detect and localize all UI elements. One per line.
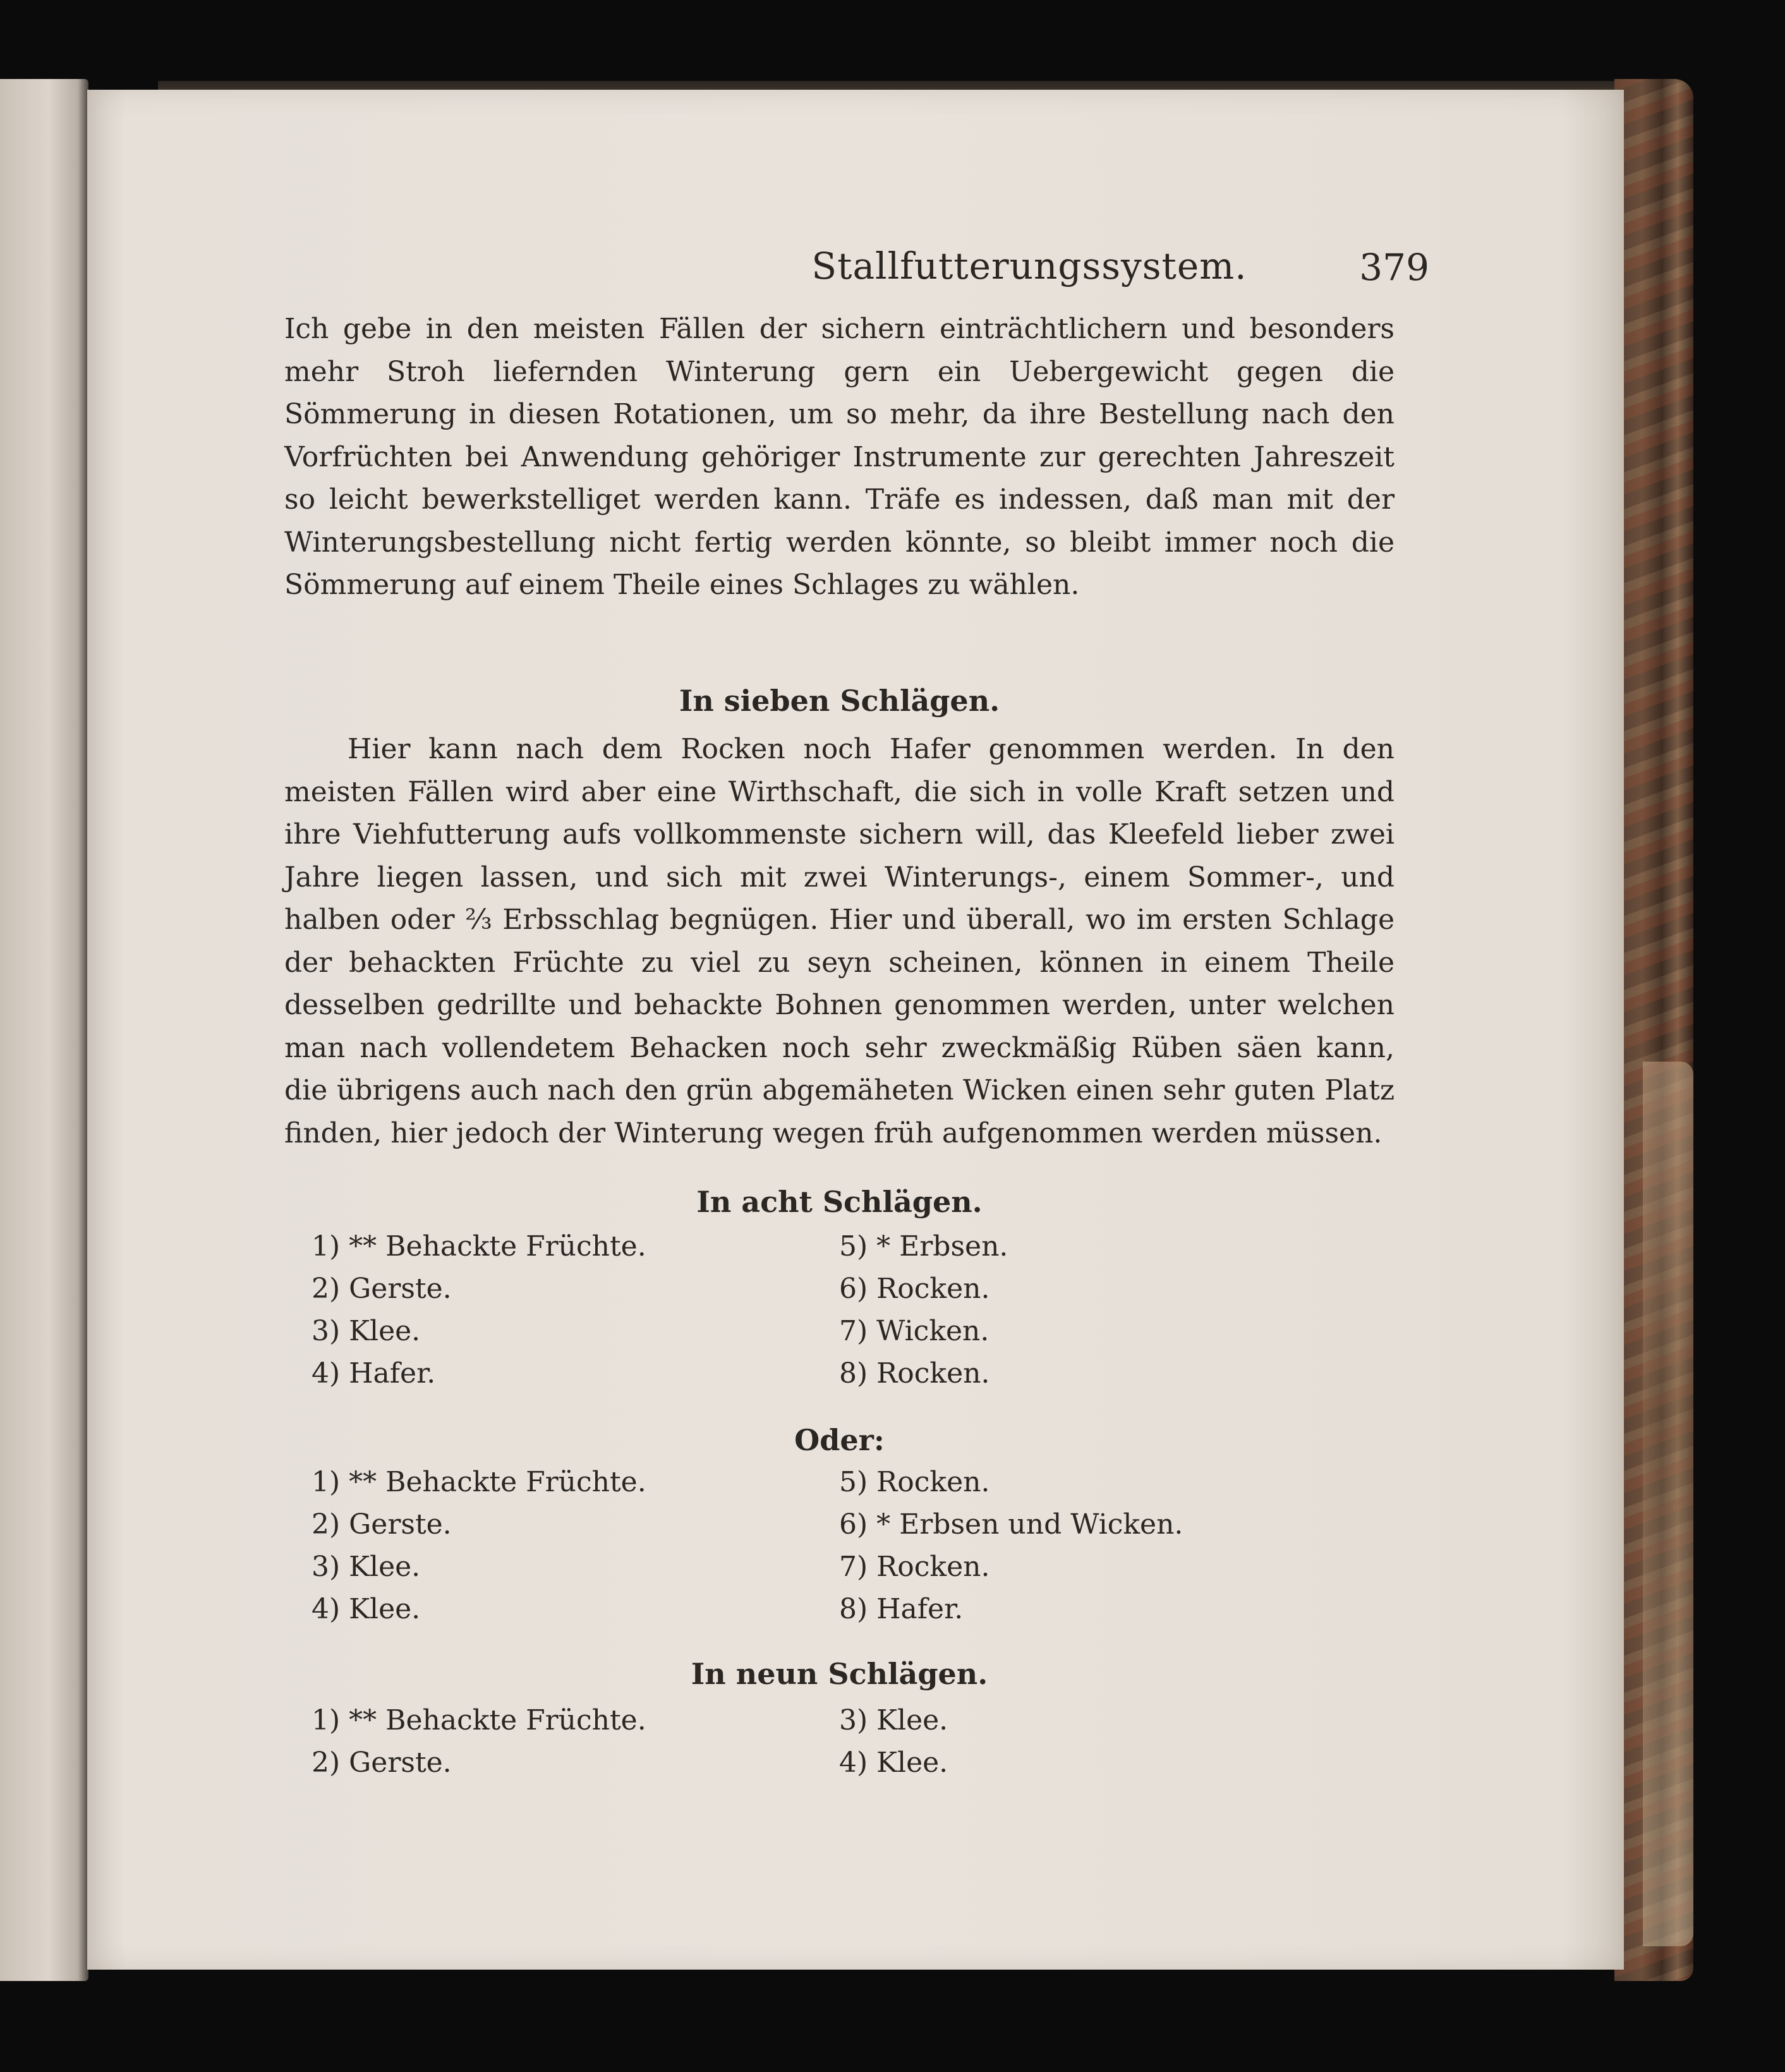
worn-spine-leather — [1643, 1062, 1693, 1946]
neun-list-left — [312, 1699, 646, 1784]
list-item: 6) Rocken. — [839, 1273, 990, 1305]
list-item: 8) Hafer. — [839, 1593, 964, 1625]
list-item: 1) ** Behackte Früchte. — [312, 1230, 646, 1263]
list-item: 5) * Erbsen. — [839, 1230, 1008, 1263]
list-item: 7) Wicken. — [839, 1315, 989, 1347]
running-head — [631, 245, 1428, 295]
list-item: 2) Gerste. — [312, 1273, 452, 1305]
list-item: 8) Rocken. — [839, 1357, 990, 1390]
list-item: 4) Klee. — [839, 1747, 948, 1779]
heading-neun-schlaegen: In neun Schlägen. — [691, 1657, 988, 1691]
page-number: 379 — [1359, 246, 1429, 289]
facing-page-edge — [0, 79, 88, 1981]
list-item: 5) Rocken. — [839, 1466, 990, 1498]
list-item: 4) Klee. — [312, 1593, 421, 1625]
paragraph-winterung: Ich gebe in den meisten Fällen der sichern einträchtlichern und besonders mehr Stroh liefernden Winterung gern ein Uebergewicht gegen die Sömmerung in diesen Rotationen, um so mehr, da ihre Bestellung nach den Vorfrüchten bei Anwendung gehöriger Instrumente zur gerechten Jahreszeit so leicht bewerkstelliget werden kann. Träfe es indessen, daß man mit der Winterungsbestellung nicht fertig werden könnte, so bleibt immer noch die Sömmerung auf einem Theile eines Schlages zu wählen. — [284, 313, 1395, 601]
list-item: 1) ** Behackte Früchte. — [312, 1466, 646, 1498]
list-item: 7) Rocken. — [839, 1551, 990, 1583]
acht-list-left — [312, 1225, 646, 1395]
list-item: 2) Gerste. — [312, 1508, 452, 1541]
list-item: 3) Klee. — [839, 1704, 948, 1736]
list-item: 6) * Erbsen und Wicken. — [839, 1508, 1183, 1541]
book-page — [87, 90, 1624, 1970]
list-item: 1) ** Behackte Früchte. — [312, 1704, 646, 1736]
oder-list-right — [839, 1461, 1183, 1630]
heading-oder: Oder: — [794, 1423, 885, 1457]
paragraph-sieben-schlaegen: Hier kann nach dem Rocken noch Hafer genommen werden. In den meisten Fällen wird aber eine Wirthschaft, die sich in volle Kraft setzen und ihre Viehfutterung aufs vollkommenste sichern will, das Kleefeld lieber zwei Jahre liegen lassen, und sich mit zwei Winterungs-, einem Sommer-, und halben oder ⅔ Erbsschlag begnügen. Hier und überall, wo im ersten Schlage der behackten Früchte zu viel zu seyn scheinen, können in einem Theile desselben gedrillte und behackte Bohnen genommen werden, unter welchen man nach vollendetem Behacken noch sehr zweckmäßig Rüben säen kann, die übrigens auch nach den grün abgemäheten Wicken einen sehr guten Platz finden, hier jedoch der Winterung wegen früh aufgenommen werden müssen. — [284, 733, 1395, 1149]
list-item: 3) Klee. — [312, 1315, 421, 1347]
heading-acht-schlaegen: In acht Schlägen. — [696, 1185, 983, 1219]
neun-list-right — [839, 1699, 948, 1784]
oder-list-left — [312, 1461, 646, 1630]
acht-list-right — [839, 1225, 1008, 1395]
list-item: 3) Klee. — [312, 1551, 421, 1583]
list-item: 4) Hafer. — [312, 1357, 436, 1390]
list-item: 2) Gerste. — [312, 1747, 452, 1779]
running-head-title: Stallfutterungssystem. — [811, 245, 1247, 288]
heading-sieben-schlaegen: In sieben Schlägen. — [679, 684, 1000, 718]
